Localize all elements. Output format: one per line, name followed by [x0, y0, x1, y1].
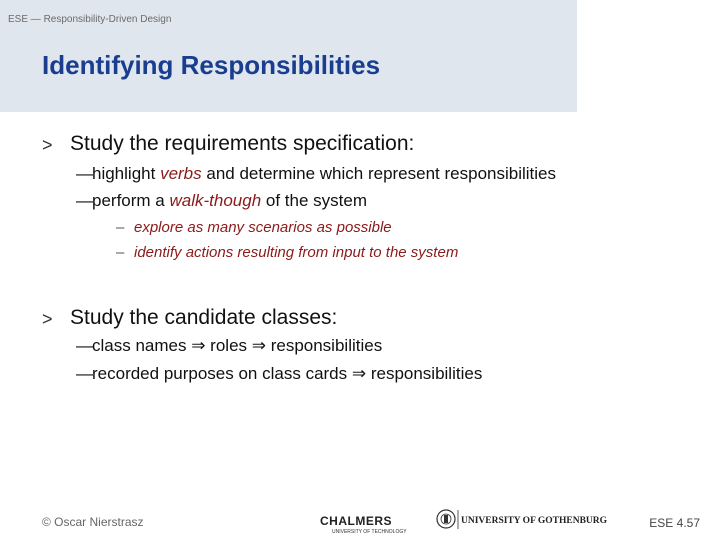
- subsub-text: identify actions resulting from input to the system: [134, 244, 459, 261]
- subsub-bullet: [116, 219, 392, 236]
- sub-bullet-dash: —: [76, 191, 92, 210]
- subsub-dash: –: [116, 244, 125, 261]
- bullet-text: Study the candidate classes:: [70, 306, 338, 329]
- gothenburg-logo-text: UNIVERSITY OF GOTHENBURG: [461, 516, 608, 526]
- sub-bullet: [76, 191, 367, 211]
- sub-bullet-text: highlight: [92, 164, 161, 183]
- sub-bullet: [76, 336, 382, 356]
- footer-copyright: © Oscar Nierstrasz: [42, 515, 144, 529]
- chalmers-logo: [318, 510, 410, 538]
- sub-bullet-text: and determine which represent responsibilities: [201, 164, 556, 183]
- sub-bullet-highlight: walk-though: [169, 191, 262, 210]
- slide-title: Identifying Responsibilities: [42, 50, 381, 80]
- header-band-right: [577, 0, 720, 112]
- bullet-marker: >: [42, 309, 53, 329]
- sub-bullet-dash: —: [76, 336, 92, 355]
- sub-bullet-text: of the system: [261, 191, 367, 210]
- sub-bullet: [76, 164, 556, 184]
- chalmers-logo-text: CHALMERS: [320, 514, 392, 528]
- sub-bullet-text: perform a: [92, 191, 170, 210]
- sub-bullet-text: recorded purposes on class cards ⇒ responsibilities: [92, 364, 483, 383]
- sub-bullet-highlight: verbs: [160, 164, 202, 183]
- sub-bullet-text: class names ⇒ roles ⇒ responsibilities: [92, 336, 383, 355]
- bullet-text: Study the requirements specification:: [70, 132, 415, 155]
- course-label: ESE — Responsibility-Driven Design: [8, 14, 172, 25]
- sub-bullet-dash: —: [76, 164, 92, 183]
- sub-bullet-dash: —: [76, 364, 92, 383]
- chalmers-logo-subtext: UNIVERSITY OF TECHNOLOGY: [332, 529, 407, 535]
- bullet-marker: >: [42, 135, 53, 155]
- subsub-text: explore as many scenarios as possible: [134, 219, 392, 236]
- subsub-dash: –: [116, 219, 125, 236]
- gothenburg-logo: [436, 507, 608, 533]
- subsub-bullet: [116, 244, 458, 261]
- page-number: ESE 4.57: [649, 516, 700, 530]
- sub-bullet: [76, 364, 482, 384]
